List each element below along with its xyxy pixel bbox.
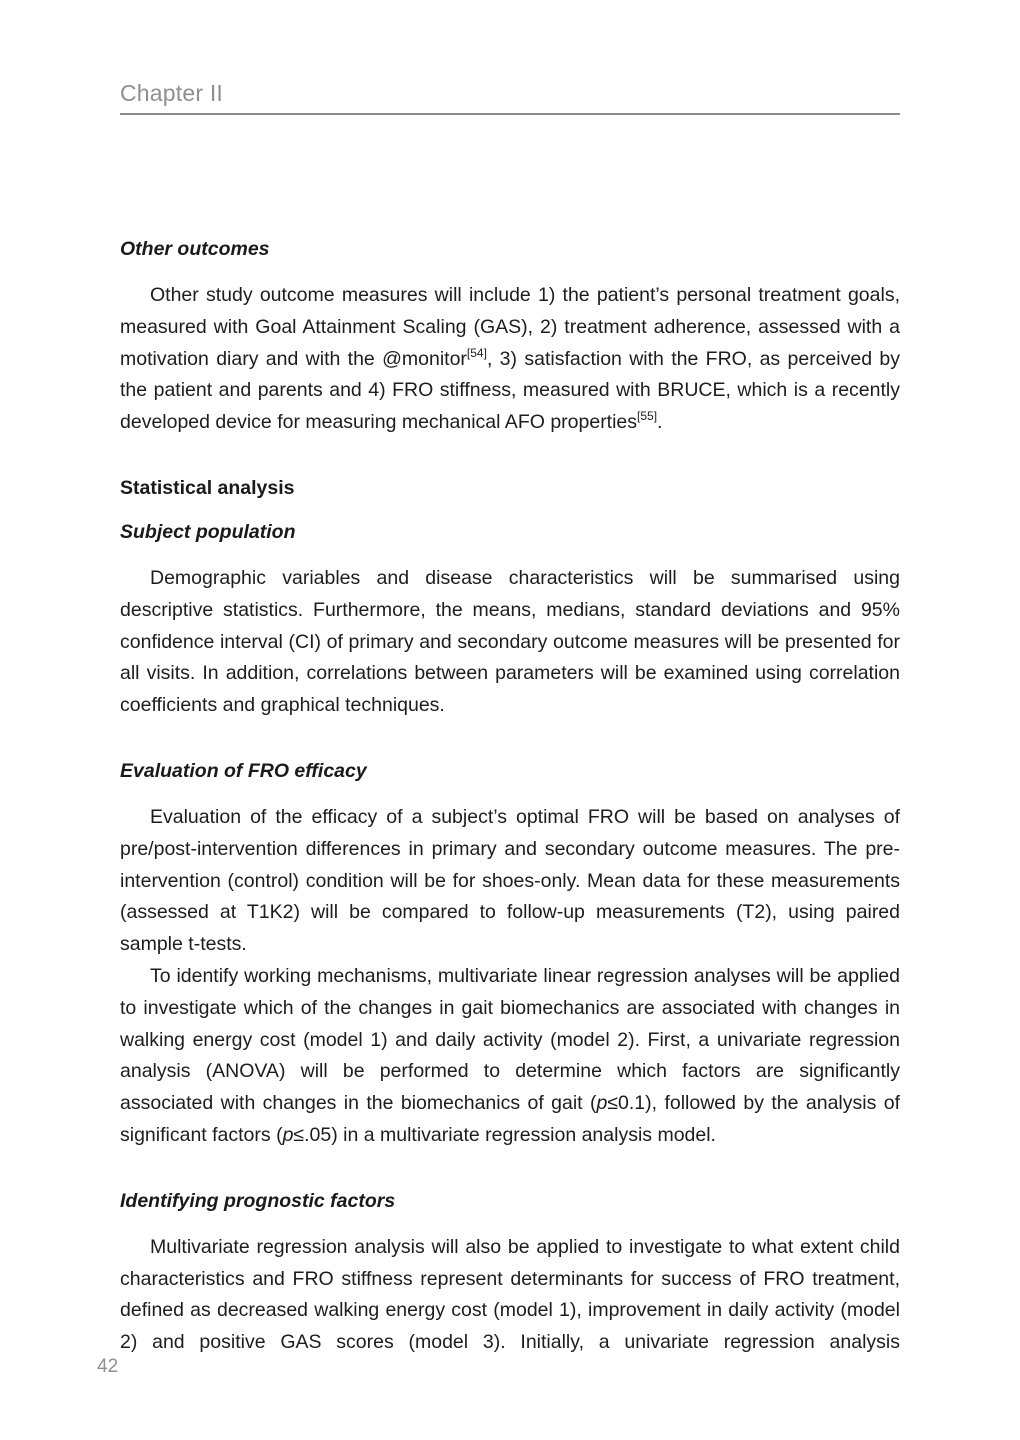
heading-statistical-analysis: Statistical analysis: [120, 476, 295, 499]
chapter-title: Chapter II: [120, 80, 223, 106]
text-run: , 3) satisfaction with the FRO, as perceived by the patient and parents and 4) FRO stiffness, measured with BRUCE, which is a recently developed device for measuring mechanical AFO properties: [120, 347, 900, 434]
heading-prognostic-factors: Identifying prognostic factors: [120, 1189, 396, 1212]
text-run: To identify working mechanisms, multivariate linear regression analyses will be applied to investigate which of the changes in gait biomechanics are associated with changes in walking energy cost (model 1) and daily activity (model 2). First, a univariate regression analysis (ANOVA) will be performed to determine which factors are significantly associated with changes in the biomechanics of gait (: [120, 964, 900, 1115]
text-run: .: [657, 411, 663, 434]
text-run: Other study outcome measures will include 1) the patient’s personal treatment goals, measured with Goal Attainment Scaling (GAS), 2) treatment adherence, assessed with a motivation diary and with the @monitor: [120, 284, 900, 370]
text-run: ≤0.1), followed by the analysis of significant factors (: [120, 1092, 900, 1146]
running-header: [120, 80, 900, 115]
heading-subject-population: Subject population: [120, 520, 296, 543]
paragraph-evaluation-1: Evaluation of the efficacy of a subject’s optimal FRO will be based on analyses of pre/post-intervention differences in primary and secondary outcome measures. The pre-intervention (control) condition will be for shoes-only. Mean data for these measurements (assessed at T1K2) will be compared to follow-up measurements (T2), using paired sample t-tests.: [120, 805, 900, 956]
paragraph-other-outcomes: [120, 280, 900, 439]
text-run: ≤.05) in a multivariate regression analysis model.: [293, 1123, 716, 1146]
paragraph-prognostic: Multivariate regression analysis will also be applied to investigate to what extent child characteristics and FRO stiffness represent determinants for success of FRO treatment, defined as decreased walking energy cost (model 1), improvement in daily activity (model 2) and positive GAS scores (model 3). Initially, a univariate regression analysis: [120, 1235, 900, 1354]
page-number: 42: [97, 1356, 119, 1377]
paragraph-subject-population: Demographic variables and disease characteristics will be summarised using descriptive statistics. Furthermore, the means, medians, standard deviations and 95% confidence interval (CI) of primary and secondary outcome measures will be presented for all visits. In addition, correlations between parameters will be examined using correlation coefficients and graphical techniques.: [120, 566, 900, 717]
citation-54: [54]: [466, 345, 487, 360]
p-symbol: p: [596, 1092, 608, 1115]
heading-other-outcomes: Other outcomes: [120, 238, 270, 260]
p-symbol: p: [282, 1123, 294, 1146]
heading-evaluation-fro-efficacy: Evaluation of FRO efficacy: [120, 759, 367, 782]
paragraph-evaluation-2: [120, 961, 900, 1152]
page-content: [120, 236, 900, 1359]
citation-55: [55]: [637, 409, 658, 424]
